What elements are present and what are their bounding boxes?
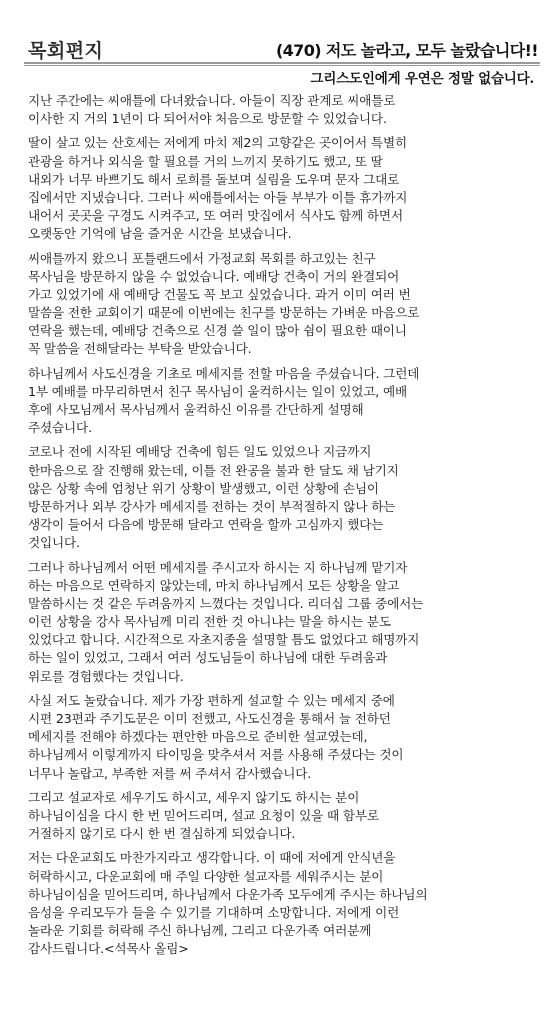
paragraph-line: 사실 저도 놀랐습니다. 제가 가장 편하게 설교할 수 있는 메세지 중에 bbox=[28, 692, 395, 708]
letter-title: (470) 저도 놀라고, 모두 놀랐습니다!! bbox=[275, 41, 538, 60]
letter-subtitle: 그리스도인에게 우연은 정말 없습니다. bbox=[310, 71, 534, 87]
paragraph-line: 하나님께서 사도신경을 기초로 메세지를 전할 마음을 주셨습니다. 그런데 bbox=[28, 365, 420, 381]
paragraph-line: 하나님이심을 다시 한 번 믿어드리며, 설교 요청이 있을 때 함부로 bbox=[28, 807, 379, 823]
paragraph-line: 않은 상황 속에 엄청난 위기 상황이 발생했고, 이런 상황에 손님이 bbox=[28, 480, 379, 496]
paragraph-line: 1부 예배를 마무리하면서 친구 목사님이 울컥하시는 일이 있었고, 예배 bbox=[28, 383, 407, 399]
header-divider bbox=[24, 62, 540, 64]
paragraph-line: 메세지를 전해야 하겠다는 편안한 마음으로 준비한 설교였는데, bbox=[28, 729, 368, 745]
paragraph-line: 말씀하시는 것 같은 두려움까지 느꼈다는 것입니다. 리더십 그룹 중에서는 bbox=[28, 595, 424, 611]
paragraph-line: 거절하지 않기로 다시 한 번 결심하게 되었습니다. bbox=[28, 826, 296, 842]
paragraph-line: 그리고 설교자로 세우기도 하시고, 세우지 않기도 하시는 분이 bbox=[28, 789, 360, 805]
paragraph-line: 목사님을 방문하지 않을 수 없었습니다. 예배당 건축이 거의 완결되어 bbox=[28, 268, 400, 284]
paragraph-line: 놀라운 기회를 허락해 주신 하나님께, 그리고 다운가족 여러분께 bbox=[28, 923, 372, 939]
paragraph-line: 씨애틀까지 왔으니 포틀랜드에서 가정교회 목회를 하고있는 친구 bbox=[28, 250, 376, 266]
paragraph-line: 하는 마음으로 연락하지 않았는데, 마치 하나님께서 모든 상황을 알고 bbox=[28, 577, 400, 593]
paragraph bbox=[28, 92, 538, 128]
paragraph-line: 저는 다운교회도 마찬가지라고 생각합니다. 이 때에 저에게 안식년을 bbox=[28, 850, 396, 866]
paragraph-line: 가고 있었기에 새 예배당 건물도 꼭 보고 싶었습니다. 과거 이미 여러 번 bbox=[28, 286, 411, 302]
paragraph-line: 있었다고 합니다. 시간적으로 자초지종을 설명할 틈도 없었다고 해명까지 bbox=[28, 632, 420, 648]
paragraph-line: 방문하거나 외부 강사가 메세지를 전하는 것이 부적절하지 않나 하는 bbox=[28, 498, 396, 514]
paragraph-line: 지난 주간에는 씨애틀에 다녀왔습니다. 아들이 직장 관계로 씨애틀로 bbox=[28, 93, 396, 108]
paragraph-line: 주셨습니다. bbox=[28, 420, 92, 436]
paragraph bbox=[28, 692, 538, 783]
paragraph-line: 하나님이심을 믿어드리며, 하나님께서 다운가족 모두에게 주시는 하나님의 bbox=[28, 886, 428, 902]
paragraph-line: 오랫동안 기억에 남을 즐거운 시간을 보냈습니다. bbox=[28, 226, 292, 242]
section-label: 목회편지 bbox=[28, 40, 104, 62]
paragraph-line: 딸이 살고 있는 산호세는 저에게 마치 제2의 고향같은 곳이어서 특별히 bbox=[28, 135, 407, 151]
paragraph bbox=[28, 443, 538, 552]
letter-body bbox=[28, 92, 538, 964]
paragraph-line: 하는 일이 있었고, 그래서 여러 성도님들이 하나님에 대한 두려움과 bbox=[28, 650, 388, 666]
paragraph-line: 내어서 곳곳을 구경도 시켜주고, 또 여러 맛집에서 식사도 함께 하면서 bbox=[28, 208, 403, 224]
paragraph-line: 이런 상황을 강사 목사님께 미리 전한 것 아니냐는 말을 하시는 분도 bbox=[28, 614, 391, 630]
paragraph bbox=[28, 250, 538, 359]
paragraph-line: 시편 23편과 주기도문은 이미 전했고, 사도신경을 통해서 늘 전하던 bbox=[28, 711, 391, 726]
paragraph-line: 그러나 하나님께서 어떤 메세지를 주시고자 하시는 지 하나님께 맡기자 bbox=[28, 559, 408, 575]
paragraph-line: 집에서만 지냈습니다. 그러나 씨애틀에서는 아들 부부가 이틀 휴가까지 bbox=[28, 189, 408, 205]
paragraph bbox=[28, 849, 538, 958]
paragraph-line: 내외가 너무 바쁘기도 해서 로희를 돌보며 실림을 도우며 문자 그대로 bbox=[28, 171, 400, 187]
paragraph-line: 생각이 들어서 다음에 방문해 달라고 연락을 할까 고심까지 했다는 bbox=[28, 517, 384, 533]
paragraph bbox=[28, 365, 538, 438]
paragraph-line: 코로나 전에 시작된 예배당 건축에 힘든 일도 있었으나 지금까지 bbox=[28, 444, 372, 460]
paragraph bbox=[28, 559, 538, 686]
paragraph-line: 너무나 놀랍고, 부족한 저를 써 주셔서 감사했습니다. bbox=[28, 765, 312, 781]
paragraph bbox=[28, 134, 538, 243]
paragraph-line: 하나님께서 이렇게까지 타이밍을 맞추셔서 저를 사용해 주셨다는 것이 bbox=[28, 747, 404, 763]
paragraph-line: 허락하시고, 다운교회에 매 주일 다양한 설교자를 세워주시는 분이 bbox=[28, 868, 384, 884]
paragraph-line: 후에 사모님께서 목사님께서 울컥하신 이유를 간단하게 설명해 bbox=[28, 402, 364, 417]
paragraph bbox=[28, 789, 538, 844]
paragraph-line: 관광을 하거나 외식을 할 필요를 거의 느끼지 못하기도 했고, 또 딸 bbox=[28, 153, 383, 169]
letter-header bbox=[24, 34, 540, 64]
paragraph-line: 말씀을 전한 교회이기 때문에 이번에는 친구를 방문하는 가벼운 마음으로 bbox=[28, 305, 420, 321]
paragraph-line: 연락을 했는데, 예배당 건축으로 신경 쓸 일이 많아 쉼이 필요한 때이니 bbox=[28, 323, 407, 339]
paragraph-line: 감사드립니다.<석목사 올림> bbox=[28, 941, 189, 957]
paragraph-line: 위로를 경험했다는 것입니다. bbox=[28, 668, 184, 684]
paragraph-line: 꼭 말씀을 전해달라는 부탁을 받았습니다. bbox=[28, 341, 252, 357]
paragraph-line: 것입니다. bbox=[28, 535, 80, 551]
paragraph-line: 이사한 지 거의 1년이 다 되어서야 처음으로 방문할 수 있었습니다. bbox=[28, 111, 387, 127]
paragraph-line: 음성을 우리모두가 들을 수 있기를 기대하며 소망합니다. 저에게 이런 bbox=[28, 904, 400, 920]
header-divider-thin bbox=[24, 65, 540, 66]
paragraph-line: 한마음으로 잘 진행해 왔는데, 이틀 전 완공을 불과 한 달도 채 남기지 bbox=[28, 462, 399, 478]
